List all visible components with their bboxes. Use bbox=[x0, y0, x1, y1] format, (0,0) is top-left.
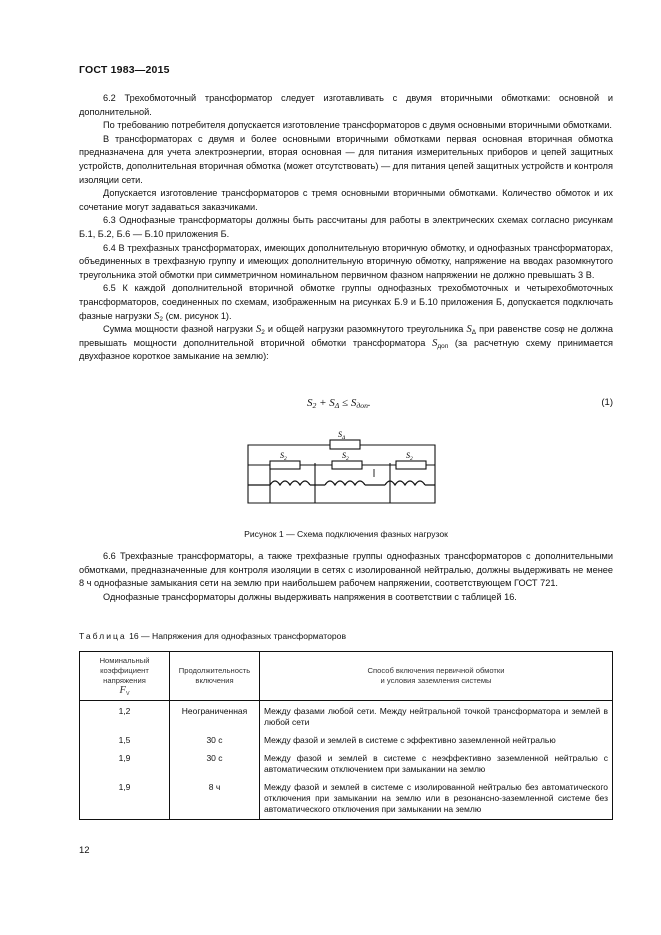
body-text-bottom bbox=[79, 550, 613, 604]
table-row bbox=[80, 732, 613, 750]
phase-load-resistor-3 bbox=[396, 461, 426, 469]
formula-1 bbox=[79, 397, 613, 413]
cell-duration: 30 с bbox=[170, 732, 260, 750]
paragraph-6-4: 6.4 В трехфазных трансформаторах, имеющих дополнительную вторичную обмотку, и однофазных трансформаторах, объединенных в трехфазную группу и имеющих дополнительную вторичную обмотку, напряжение на вводах разомкнутого треугольника этой обмотки при симметричном номинальном первичном фазном напряжении не должно превышать 3 В. bbox=[79, 242, 613, 280]
transformer-windings bbox=[248, 481, 435, 485]
header-voltage-factor: Номинальный коэффициент напряжения $F_V$ bbox=[80, 652, 170, 701]
table-row bbox=[80, 779, 613, 820]
voltage-table bbox=[79, 651, 613, 820]
formula-expression: $S_2 + S_\Delta \le S_{доп}$. bbox=[307, 397, 371, 410]
load-label-1: $S_2$ bbox=[280, 451, 287, 462]
cell-factor: 1,9 bbox=[80, 750, 170, 779]
document-header: ГОСТ 1983—2015 bbox=[79, 64, 170, 76]
delta-load-resistor bbox=[330, 440, 360, 449]
load-label-2: $S_2$ bbox=[342, 451, 349, 462]
page-number: 12 bbox=[79, 845, 90, 856]
cell-duration: Неограниченная bbox=[170, 701, 260, 733]
cell-method: Между фазой и землей в системе с неэффективно заземленной нейтралью с автоматическим отключением при замыкании на землю bbox=[260, 750, 613, 779]
cell-duration: 8 ч bbox=[170, 779, 260, 820]
table-title: Таблица 16 — Напряжения для однофазных трансформаторов bbox=[79, 631, 347, 641]
cell-factor: 1,9 bbox=[80, 779, 170, 820]
paragraph-6-5: 6.5 К каждой дополнительной вторичной обмотке группы однофазных трехобмоточных и четырехобмоточных трансформаторов, соединенных по схемам, изображенным на рисунках Б.9 и Б.10 приложения Б, допускается подключать фазные нагрузки $S_2$ (см. рисунок 1). bbox=[79, 283, 613, 323]
header-method: Способ включения первичной обмотки и условия заземления системы bbox=[260, 652, 613, 701]
paragraph-table-ref: Однофазные трансформаторы должны выдерживать напряжения в соответствии с таблицей 16. bbox=[103, 591, 517, 602]
formula-number: (1) bbox=[601, 397, 613, 408]
paragraph-6-3: 6.3 Однофазные трансформаторы должны быть рассчитаны для работы в электрических схемах согласно рисункам Б.1, Б.2, Б.6 — Б.10 приложения Б. bbox=[79, 215, 613, 239]
header-duration: Продолжительность включения bbox=[170, 652, 260, 701]
winding-coil-3 bbox=[385, 481, 425, 485]
table-row bbox=[80, 701, 613, 733]
phase-load-circuit-diagram bbox=[240, 425, 445, 515]
table-row bbox=[80, 750, 613, 779]
paragraph-6-2: 6.2 Трехобмоточный трансформатор следует изготавливать с двумя вторичными обмотками: основной и дополнительной. bbox=[79, 93, 613, 117]
cell-method: Между фазами любой сети. Между нейтральной точкой трансформатора и землей в любой сети bbox=[260, 701, 613, 733]
paragraph-6-6: 6.6 Трехфазные трансформаторы, а также трехфазные группы однофазных трансформаторов с дополнительными обмотками, предназначенные для контроля изоляции в сетях с изолированной нейтралью, должны выдерживать не менее 8 ч однофазные замыкания сети на землю при наибольшем рабочем напряжении, соответствующем ГОСТ 721. bbox=[79, 551, 613, 589]
winding-coil-2 bbox=[325, 481, 365, 485]
cell-duration: 30 с bbox=[170, 750, 260, 779]
load-label-3: $S_2$ bbox=[406, 451, 413, 462]
phase-load-resistor-1 bbox=[270, 461, 300, 469]
paragraph-three-windings: Допускается изготовление трансформаторов с тремя основными вторичными обмотками. Количество обмоток и их сочетание могут задаваться заказчиками. bbox=[79, 188, 613, 212]
figure-caption: Рисунок 1 — Схема подключения фазных нагрузок bbox=[244, 529, 448, 539]
paragraph-winding-purpose: В трансформаторах с двумя и более основными вторичными обмотками первая основная вторичная обмотка предназначена для учета электроэнергии, вторая основная — для питания измерительных приборов и цепей защитных устройств, дополнительная вторичная обмотка (может отсутствовать) — для питания цепей защитных устройств и контроля изоляции сети. bbox=[79, 133, 613, 185]
paragraph-main-windings: По требованию потребителя допускается изготовление трансформаторов с двумя основными вторичными обмотками. bbox=[103, 120, 612, 131]
table-header-row bbox=[80, 652, 613, 701]
winding-coil-1 bbox=[270, 481, 310, 485]
paragraph-power-sum: Сумма мощности фазной нагрузки $S_2$ и общей нагрузки разомкнутого треугольника $S_\Delta$ при равенстве cosφ не должна превышать мощности дополнительной вторичной обмотки трансформатора $S_{доп}$ (за расчетную схему принимается двухфазное короткое замыкание на землю): bbox=[79, 324, 613, 362]
body-text-top bbox=[79, 92, 613, 364]
delta-load-label: $S_\Delta$ bbox=[338, 430, 346, 441]
phase-load-resistor-2 bbox=[332, 461, 362, 469]
cell-method: Между фазой и землей в системе с эффективно заземленной нейтралью bbox=[260, 732, 613, 750]
cell-factor: 1,2 bbox=[80, 701, 170, 733]
cell-factor: 1,5 bbox=[80, 732, 170, 750]
cell-method: Между фазой и землей в системе с изолированной нейтралью без автоматического отключения при замыкании на землю или в резонансно-заземленной системе без автоматического отключения при замыкании на землю bbox=[260, 779, 613, 820]
